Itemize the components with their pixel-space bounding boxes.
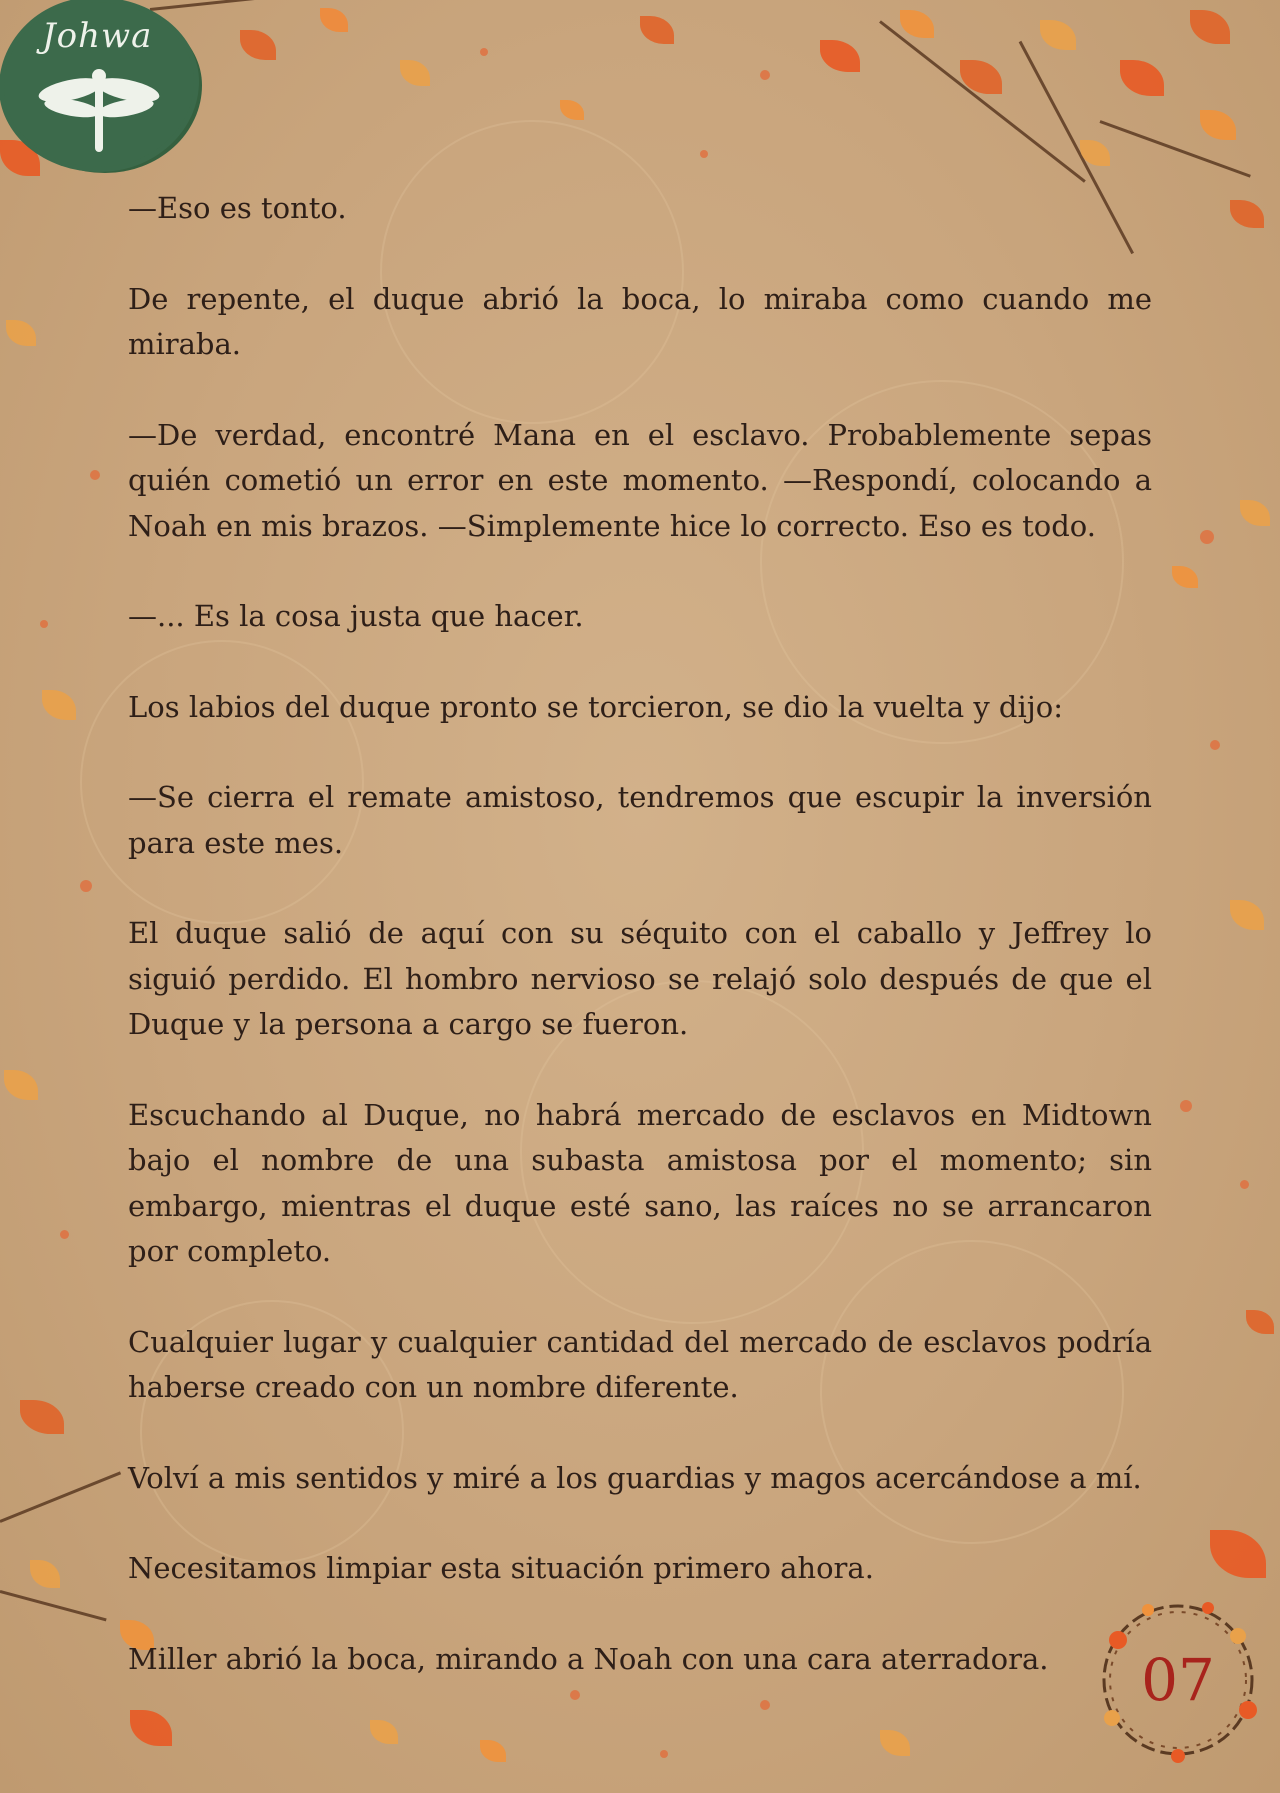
petal-decoration — [1200, 530, 1214, 544]
branch-decoration — [0, 1590, 107, 1621]
maple-leaf-decoration — [640, 16, 674, 44]
maple-leaf-decoration — [480, 1740, 506, 1762]
petal-decoration — [1240, 1180, 1249, 1189]
maple-leaf-decoration — [880, 1730, 910, 1756]
story-text — [128, 186, 1152, 1727]
maple-leaf-decoration — [320, 8, 348, 32]
paragraph: —Eso es tonto. — [128, 191, 347, 225]
maple-leaf-decoration — [30, 1560, 60, 1588]
paragraph: Escuchando al Duque, no habrá mercado de esclavos en Midtown bajo el nombre de una subasta amistosa por el momento; sin embargo, mientras el duque esté sano, las raíces no se arrancaron por completo. — [128, 1097, 1152, 1268]
maple-leaf-decoration — [820, 40, 860, 72]
logo-text: Johwa — [42, 16, 153, 56]
maple-leaf-decoration — [1210, 1530, 1266, 1578]
maple-leaf-decoration — [42, 690, 76, 720]
paragraph: El duque salió de aquí con su séquito con el caballo y Jeffrey lo siguió perdido. El hombro nervioso se relajó solo después de que el Duque y la persona a cargo se fueron. — [128, 916, 1152, 1041]
paragraph: Cualquier lugar y cualquier cantidad del mercado de esclavos podría haberse creado con un nombre diferente. — [128, 1324, 1152, 1404]
paragraph: Necesitamos limpiar esta situación primero ahora. — [128, 1551, 874, 1585]
maple-leaf-decoration — [400, 60, 430, 86]
page-number-wreath — [1088, 1590, 1268, 1770]
page-number: 07 — [1141, 1646, 1215, 1714]
maple-leaf-decoration — [240, 30, 276, 60]
paragraph: De repente, el duque abrió la boca, lo miraba como cuando me miraba. — [128, 281, 1152, 361]
maple-leaf-decoration — [1246, 1310, 1274, 1334]
maple-leaf-decoration — [1230, 200, 1264, 228]
maple-leaf-decoration — [20, 1400, 64, 1434]
paragraph: Miller abrió la boca, mirando a Noah con una cara aterradora. — [128, 1641, 1049, 1676]
maple-leaf-decoration — [560, 100, 584, 120]
paragraph: Los labios del duque pronto se torcieron, se dio la vuelta y dijo: — [128, 689, 1063, 724]
maple-leaf-decoration — [1230, 900, 1264, 930]
maple-leaf-decoration — [1190, 10, 1230, 44]
petal-decoration — [1210, 740, 1220, 750]
maple-leaf-decoration — [1200, 110, 1236, 140]
petal-decoration — [60, 1230, 69, 1239]
logo — [4, 2, 194, 167]
maple-leaf-decoration — [6, 320, 36, 346]
maple-leaf-decoration — [900, 10, 934, 38]
dragonfly-icon — [34, 64, 164, 154]
petal-decoration — [760, 70, 770, 80]
maple-leaf-decoration — [4, 1070, 38, 1100]
petal-decoration — [660, 1750, 668, 1758]
branch-decoration — [0, 1471, 121, 1522]
maple-leaf-decoration — [1120, 60, 1164, 96]
paragraph: —Se cierra el remate amistoso, tendremos que escupir la inversión para este mes. — [128, 780, 1152, 860]
petal-decoration — [90, 470, 100, 480]
maple-leaf-decoration — [1172, 566, 1198, 588]
petal-decoration — [80, 880, 92, 892]
paragraph: —De verdad, encontré Mana en el esclavo. Probablemente sepas quién cometió un error en este momento. —Respondí, colocando a Noah en mis brazos. —Simplemente hice lo correcto. Eso es todo. — [128, 417, 1152, 543]
maple-leaf-decoration — [1040, 20, 1076, 50]
maple-leaf-decoration — [1240, 500, 1270, 526]
petal-decoration — [40, 620, 48, 628]
paragraph: Volví a mis sentidos y miré a los guardias y magos acercándose a mí. — [128, 1460, 1142, 1495]
petal-decoration — [1180, 1100, 1192, 1112]
petal-decoration — [480, 48, 488, 56]
paragraph: —... Es la cosa justa que hacer. — [128, 599, 584, 633]
petal-decoration — [700, 150, 708, 158]
